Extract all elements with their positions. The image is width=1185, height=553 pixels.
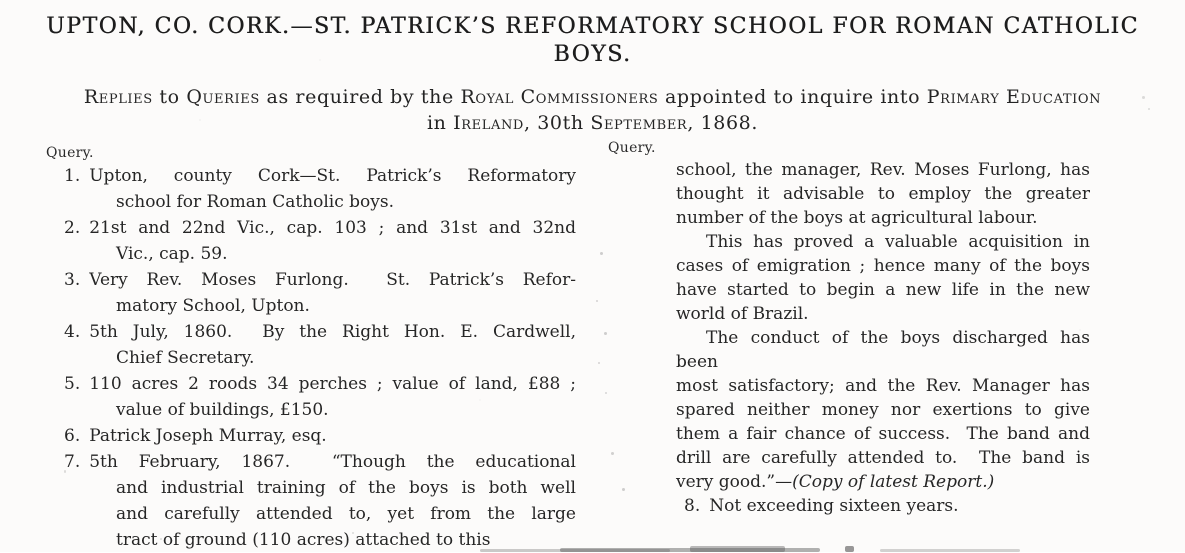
text-segment: , 1868. (687, 112, 758, 134)
text-line: school for Roman Catholic boys. (116, 192, 395, 212)
item-number: 3. (64, 270, 81, 290)
item-number: 6. (64, 426, 81, 446)
item-number: 1. (64, 166, 81, 186)
item-number: 5. (64, 374, 81, 394)
scan-noise-dot (622, 488, 625, 491)
subtitle-line-2 (0, 110, 1185, 136)
paragraph-item7-continued (676, 158, 1090, 230)
text-line (64, 319, 576, 345)
scan-noise-dot (596, 300, 598, 302)
text-segment: September (590, 112, 688, 134)
text-line (64, 423, 576, 449)
text-segment: Ireland (453, 112, 524, 134)
text-line: and industrial training of the boys is both well (116, 478, 576, 498)
text-line: value of buildings, £150. (116, 400, 329, 420)
item-text: Patrick Joseph Murray, esq. (89, 426, 327, 446)
query-item-7 (64, 449, 576, 553)
text-line: drill are carefully attended to. The band is (676, 448, 1090, 468)
query-item-6 (64, 423, 576, 449)
query-item-3 (64, 267, 576, 319)
text-line: This has proved a valuable acquisition in (706, 232, 1090, 252)
text-segment: in (427, 112, 454, 134)
text-segment: (Copy of latest Report.) (792, 472, 995, 492)
item-text: Upton, county Cork—St. Patrick’s Reformatory (89, 166, 576, 186)
scan-noise-dot (600, 252, 603, 255)
scan-noise-dot (605, 392, 607, 394)
left-column (64, 163, 576, 553)
text-segment: Replies (83, 86, 153, 108)
scan-noise-dot (604, 332, 607, 335)
text-line (64, 371, 576, 397)
item-number: 2. (64, 218, 81, 238)
query-item-4 (64, 319, 576, 371)
title-line-2: BOYS. (553, 42, 632, 67)
text-line: number of the boys at agricultural labour. (676, 208, 1038, 228)
item-text: 110 acres 2 roods 34 perches ; value of land, £88 ; (89, 374, 576, 394)
text-line: Vic., cap. 59. (116, 244, 228, 264)
text-line: tract of ground (110 acres) attached to this (116, 530, 491, 550)
item-text: 5th July, 1860. By the Right Hon. E. Cardwell, (89, 322, 576, 342)
text-line: world of Brazil. (676, 304, 809, 324)
query-item-5 (64, 371, 576, 423)
text-segment: appointed to inquire into (658, 86, 927, 108)
right-column (676, 158, 1090, 518)
left-column-query-label: Query. (46, 145, 94, 161)
text-segment: very good.”— (676, 472, 793, 492)
text-segment: , 30th (523, 112, 591, 134)
text-line-report-citation (676, 470, 1090, 494)
text-segment: Primary Education (926, 86, 1102, 108)
item-text: 21st and 22nd Vic., cap. 103 ; and 31st and 32nd (89, 218, 576, 238)
item-number: 4. (64, 322, 81, 342)
scan-noise-dot (611, 452, 614, 455)
scan-artifact (690, 546, 785, 552)
text-line (64, 163, 576, 189)
text-line: and carefully attended to, yet from the large (116, 504, 576, 524)
item-text: Not exceeding sixteen years. (709, 496, 959, 516)
text-line (64, 267, 576, 293)
title-line-1: UPTON, CO. CORK.—ST. PATRICK’S REFORMATORY SCHOOL FOR ROMAN CATHOLIC (46, 14, 1139, 39)
text-line: The conduct of the boys discharged has been (676, 328, 1090, 372)
text-line: school, the manager, Rev. Moses Furlong, has (676, 160, 1090, 180)
scan-artifact (560, 548, 820, 552)
subtitle-line-1 (0, 84, 1185, 110)
item-number: 7. (64, 452, 81, 472)
text-line (64, 215, 576, 241)
document-subtitle (0, 84, 1185, 136)
text-line: matory School, Upton. (116, 296, 310, 316)
paragraph-emigration (676, 230, 1090, 326)
text-line (64, 449, 576, 475)
item-text: 5th February, 1867. “Though the educational (89, 452, 576, 472)
query-item-8 (632, 494, 1090, 518)
text-line: thought it advisable to employ the greater (676, 184, 1090, 204)
text-segment: to (152, 86, 187, 108)
text-line: them a fair chance of success. The band and (676, 424, 1090, 444)
text-segment: as required by the (259, 86, 461, 108)
text-line: most satisfactory; and the Rev. Manager has (676, 376, 1090, 396)
text-line: have started to begin a new life in the new (676, 280, 1090, 300)
right-column-query-label: Query. (608, 140, 656, 156)
text-line (684, 494, 1090, 518)
query-item-1 (64, 163, 576, 215)
document-title (0, 13, 1185, 69)
item-text: Very Rev. Moses Furlong. St. Patrick’s Refor- (89, 270, 576, 290)
text-segment: Royal Commissioners (460, 86, 659, 108)
text-segment: Queries (186, 86, 260, 108)
text-line: spared neither money nor exertions to give (676, 400, 1090, 420)
scan-noise-dot (598, 362, 600, 364)
item-number: 8. (684, 496, 701, 516)
scan-artifact (845, 546, 854, 552)
text-line: Chief Secretary. (116, 348, 255, 368)
text-line: cases of emigration ; hence many of the boys (676, 256, 1090, 276)
paragraph-conduct (676, 326, 1090, 494)
query-item-2 (64, 215, 576, 267)
